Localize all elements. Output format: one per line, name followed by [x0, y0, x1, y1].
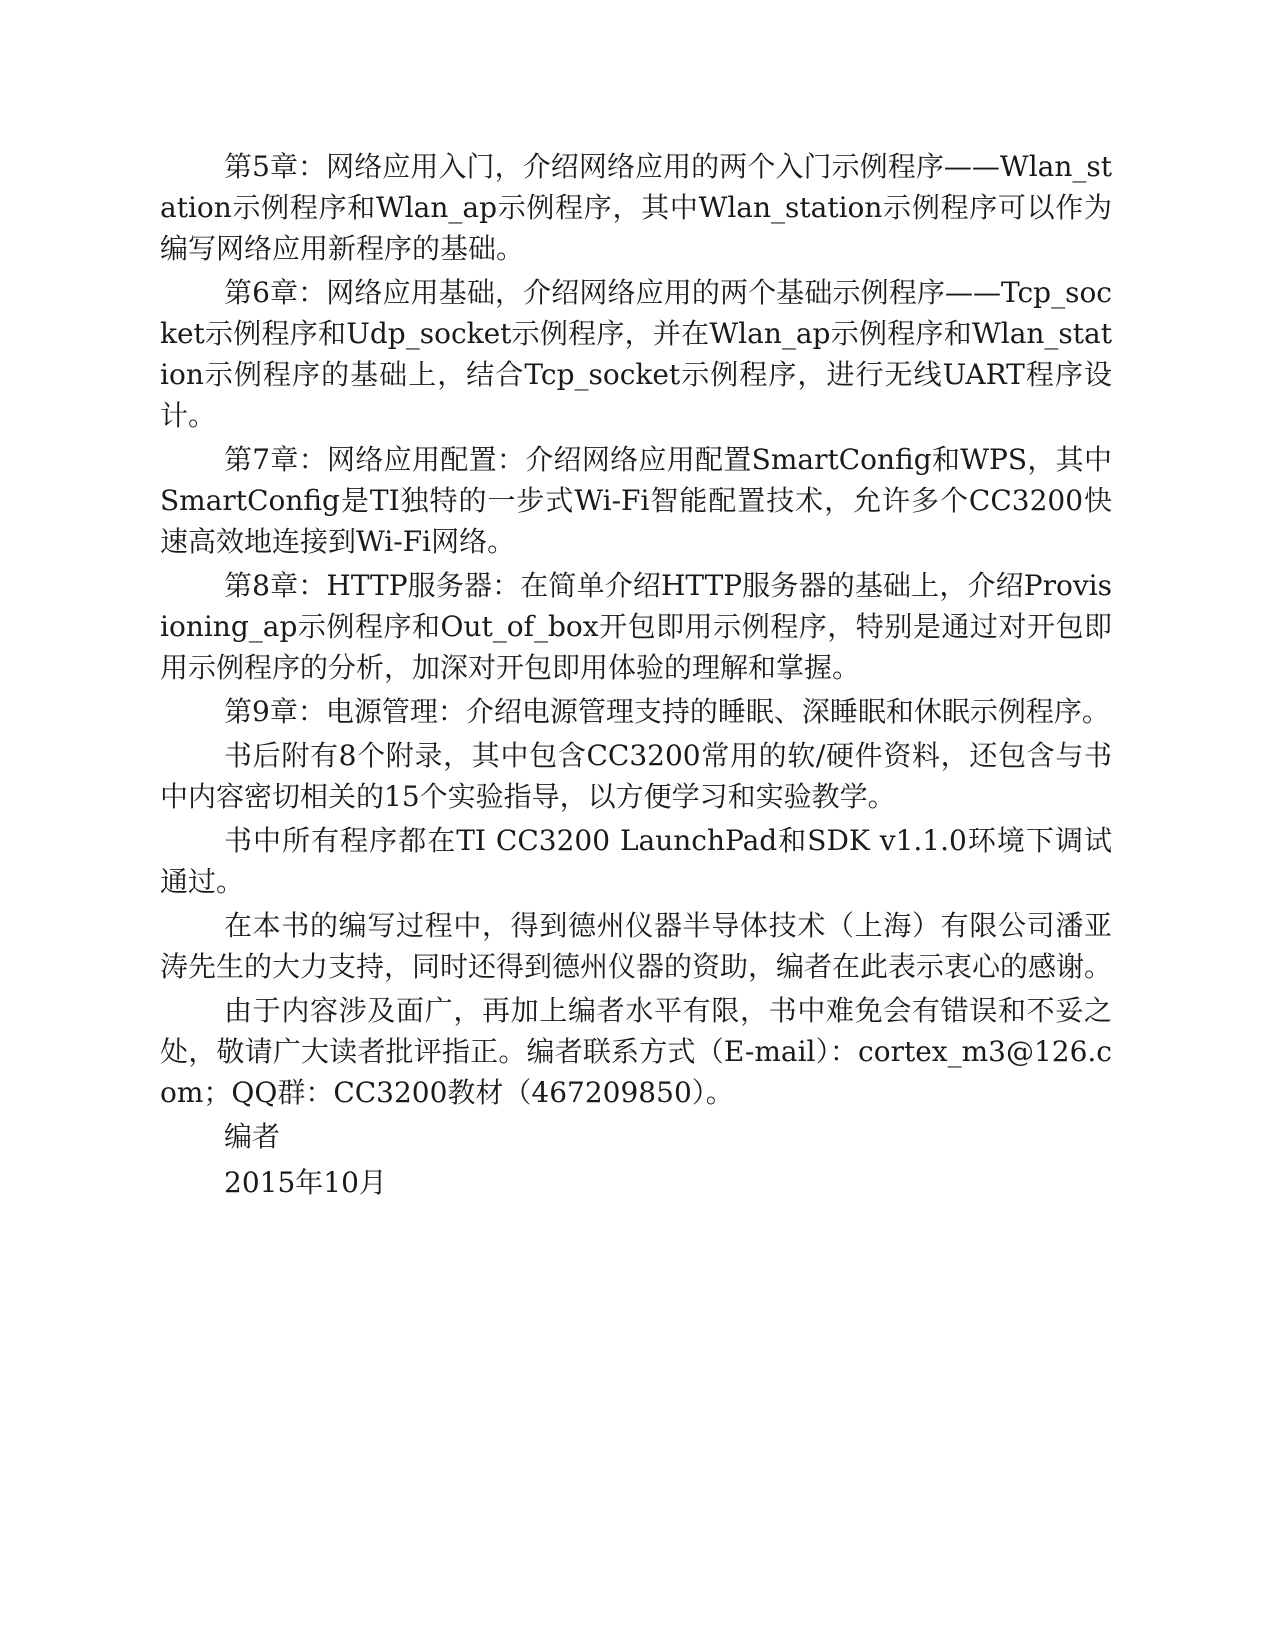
- paragraph-appendix: 书后附有8个附录，其中包含CC3200常用的软/硬件资料，还包含与书中内容密切相关的15个实验指导，以方便学习和实验教学。: [160, 739, 1112, 813]
- paragraph-chapter-9: 第9章：电源管理：介绍电源管理支持的睡眠、深睡眠和休眠示例程序。: [224, 695, 1110, 728]
- paragraph-chapter-6: 第6章：网络应用基础，介绍网络应用的两个基础示例程序——Tcp_socket示例程序和Udp_socket示例程序，并在Wlan_ap示例程序和Wlan_station示例程序的基础上，结合Tcp_socket示例程序，进行无线UART程序设计。: [160, 276, 1112, 432]
- document-page: [160, 146, 1112, 1208]
- paragraph-acknowledgement: 在本书的编写过程中，得到德州仪器半导体技术（上海）有限公司潘亚涛先生的大力支持，同时还得到德州仪器的资助，编者在此表示衷心的感谢。: [160, 909, 1113, 983]
- paragraph-chapter-5: 第5章：网络应用入门，介绍网络应用的两个入门示例程序——Wlan_station示例程序和Wlan_ap示例程序，其中Wlan_station示例程序可以作为编写网络应用新程序的基础。: [160, 150, 1112, 265]
- paragraph-environment: 书中所有程序都在TI CC3200 LaunchPad和SDK v1.1.0环境下调试通过。: [160, 824, 1112, 898]
- paragraph-chapter-8: 第8章：HTTP服务器：在简单介绍HTTP服务器的基础上，介绍Provisioning_ap示例程序和Out_of_box开包即用示例程序，特别是通过对开包即用示例程序的分析，加深对开包即用体验的理解和掌握。: [160, 569, 1112, 684]
- paragraph-contact: 由于内容涉及面广，再加上编者水平有限，书中难免会有错误和不妥之处，敬请广大读者批评指正。编者联系方式（E-mail）：cortex_m3@126.com；QQ群：CC3200教材（467209850）。: [160, 994, 1112, 1109]
- signature-author: 编者: [224, 1120, 281, 1153]
- signature-date: 2015年10月: [224, 1166, 387, 1199]
- paragraph-chapter-7: 第7章：网络应用配置：介绍网络应用配置SmartConfig和WPS，其中SmartConfig是TI独特的一步式Wi-Fi智能配置技术，允许多个CC3200快速高效地连接到Wi-Fi网络。: [160, 443, 1112, 558]
